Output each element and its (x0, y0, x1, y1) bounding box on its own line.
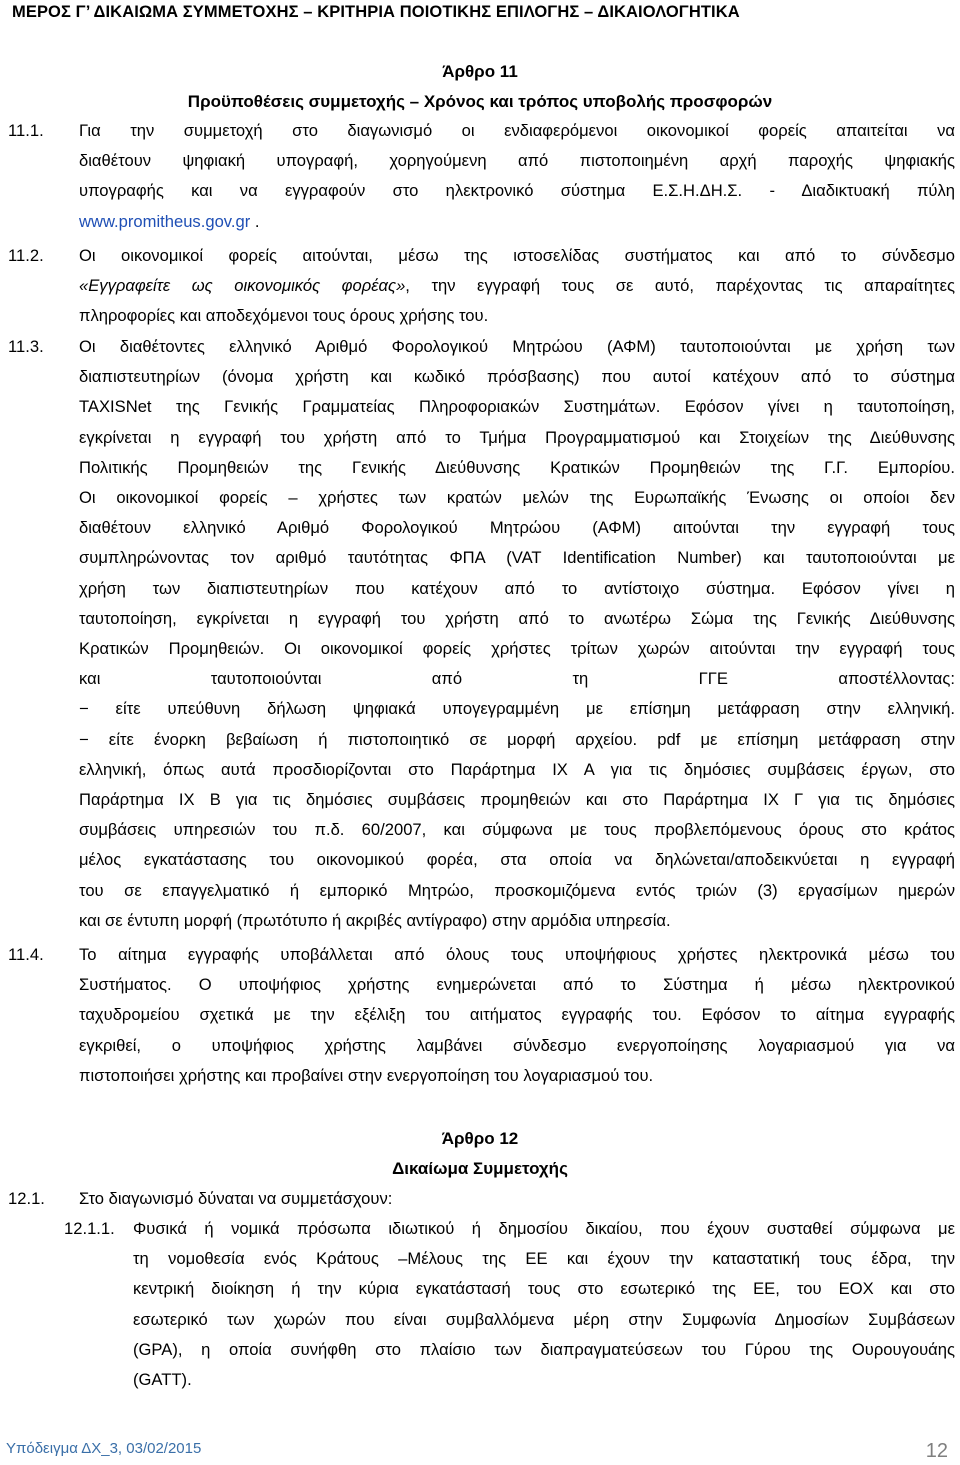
paragraph-12-1-1 (133, 1214, 955, 1395)
text-line: Φυσικά ή νομικά πρόσωπα ιδιωτικού ή δημοσίου δικαίου, που έχουν συσταθεί σύμφωνα με (133, 1219, 955, 1238)
text-line: διαθέτουν ψηφιακή υπογραφή, χορηγούμενη από πιστοποιημένη αρχή παροχής ψηφιακής (79, 151, 955, 171)
text-line: (GPA), η οποία συνήφθη στο πλαίσιο των διαπραγματεύσεων του Γύρου της Ουρουγουάης (133, 1339, 955, 1359)
article-11-heading: Άρθρο 11 (442, 62, 518, 81)
promitheus-link[interactable]: www.promitheus.gov.gr (79, 211, 251, 231)
text-line: Οι διαθέτοντες ελληνικό Αριθμό Φορολογικού Μητρώου (ΑΦΜ) ταυτοποιούνται με χρήση των (79, 337, 955, 356)
text-line: χρήση των διαπιστευτηρίων που κατέχουν από το αντίστοιχο σύστημα. Εφόσον γίνει η (79, 578, 955, 598)
text-line: υπογραφής και να εγγραφούν στο ηλεκτρονικό σύστημα Ε.Σ.Η.ΔΗ.Σ. - Διαδικτυακή πύλη (79, 181, 955, 201)
text-line: συμβάσεις υπηρεσιών του π.δ. 60/2007, και σύμφωνα με τους προβλεπόμενους όρους στο κράτος (79, 820, 955, 840)
dash-item: − είτε υπεύθυνη δήλωση ψηφιακά υπογεγραμμένη με επίσημη μετάφραση στην ελληνική. (79, 699, 955, 719)
dash-item: − είτε ένορκη βεβαίωση ή πιστοποιητικό σε μορφή αρχείου. pdf με επίσημη μετάφραση στην (79, 729, 955, 749)
text-line: κεντρική διοίκηση ή την κύρια εγκατάστασή τους στο εσωτερικό της ΕΕ, του ΕΟΧ και στο (133, 1279, 955, 1299)
paragraph-number-12-1-1: 12.1.1. (64, 1219, 115, 1238)
article-12-subheading: Δικαίωμα Συμμετοχής (392, 1159, 568, 1178)
text-line: πληροφορίες και αποδεχόμενοι τους όρους χρήσης του. (79, 306, 489, 326)
text-line: Για την συμμετοχή στο διαγωνισμό οι ενδιαφερόμενοι οικονομικοί φορείς απαιτείται να (79, 121, 955, 140)
paragraph-number-11-1: 11.1. (8, 121, 44, 140)
paragraph-11-3 (79, 332, 955, 936)
text-line: (GATT). (133, 1370, 192, 1390)
text-line: και ταυτοποιούνται από τη ΓΓΕ αποστέλλοντας: (79, 669, 955, 689)
article-12-heading: Άρθρο 12 (441, 1129, 519, 1148)
text-line: εσωτερικό των χωρών που είναι συμβαλλόμενα μέρη στην Συμφωνία Δημοσίων Συμβάσεων (133, 1309, 955, 1329)
text-line: εγκρίνεται η εγγραφή του χρήστη από το Τμήμα Προγραμματισμού και Στοιχείων της Διεύθυνσης (79, 427, 955, 447)
text-line: Παράρτημα ΙΧ Β για τις δημόσιες συμβάσεις προμηθειών και στο Παράρτημα ΙΧ Γ για τις δημόσιες (79, 790, 955, 810)
text-line: του σε επαγγελματικό ή εμπορικό Μητρώο, προσκομιζόμενα εντός τριών (3) εργασίμων ημερών (79, 880, 955, 900)
text-line: Οι οικονομικοί φορείς – χρήστες των κρατών μελών της Ευρωπαϊκής Ένωσης οι οποίοι δεν (79, 488, 955, 508)
text-line: ταυτοποίηση, εγκρίνεται η εγγραφή του χρήστη από το ανωτέρω Σώμα της Γενικής Διεύθυνσης (79, 608, 955, 628)
page-number: 12 (925, 1440, 948, 1462)
paragraph-11-2 (79, 241, 955, 332)
text-line: Κρατικών Προμηθειών. Οι οικονομικοί φορείς χρήστες τρίτων χωρών αιτούνται την εγγραφή τους (79, 639, 955, 659)
page-header-title: ΜΕΡΟΣ Γ’ ΔΙΚΑΙΩΜΑ ΣΥΜΜΕΤΟΧΗΣ – ΚΡΙΤΗΡΙΑ ΠΟΙΟΤΙΚΗΣ ΕΠΙΛΟΓΗΣ – ΔΙΚΑΙΟΛΟΓΗΤΙΚΑ (12, 3, 740, 21)
text-line: μέλος εγκατάστασης του οικονομικού φορέα, στα οποία να δηλώνεται/αποδεικνύεται η εγγραφή (79, 850, 955, 870)
text-line: Πολιτικής Προμηθειών της Γενικής Διεύθυνσης Κρατικών Προμηθειών της Γ.Γ. Εμπορίου. (79, 457, 955, 477)
article-11-subheading: Προϋποθέσεις συμμετοχής – Χρόνος και τρόπος υποβολής προσφορών (187, 92, 773, 111)
text-line: TAXISNet της Γενικής Γραμματείας Πληροφοριακών Συστημάτων. Εφόσον γίνει η ταυτοποίηση, (79, 397, 955, 417)
text-line: και σε έντυπη μορφή (πρωτότυπο ή ακριβές αντίγραφο) στην αρμόδια υπηρεσία. (79, 910, 671, 930)
text-line (79, 207, 955, 237)
paragraph-number-12-1: 12.1. (8, 1189, 45, 1208)
text-line: ταχυδρομείου σχετικά με την εξέλιξη του αιτήματος εγγραφής του. Εφόσον το αίτημα εγγραφής (79, 1005, 955, 1025)
text-line: Οι οικονομικοί φορείς αιτούνται, μέσω της ιστοσελίδας συστήματος και από το σύνδεσμο (79, 246, 955, 265)
paragraph-number-11-2: 11.2. (8, 246, 44, 265)
footer-template-label: Υπόδειγμα ΔΧ_3, 03/02/2015 (6, 1440, 202, 1457)
text-line: συμπληρώνοντας τον αριθμό ταυτότητας ΦΠΑ (VAT Identification Number) και ταυτοποιούνται με (79, 548, 955, 568)
paragraph-11-4 (79, 940, 955, 1091)
text-line: Το αίτημα εγγραφής υποβάλλεται από όλους τους υποψήφιους χρήστες ηλεκτρονικά μέσω του (79, 945, 955, 964)
text-line: ελληνική, όπως αυτά προσδιορίζονται στο Παράρτημα ΙΧ Α για τις δημόσιες συμβάσεις έργων, στο (79, 759, 955, 779)
text-fragment: , την εγγραφή τους σε αυτό, παρέχοντας τις απαραίτητες (405, 276, 956, 296)
text-line: διαπιστευτηρίων (όνομα χρήστη και κωδικό πρόσβασης) που αυτοί κατέχουν από το σύστημα (79, 367, 955, 387)
text-line: τη νομοθεσία ενός Κράτους –Μέλους της ΕΕ και έχουν την καταστατική τους έδρα, την (133, 1249, 955, 1269)
text-line (79, 271, 955, 301)
text-line: εγκριθεί, ο υποψήφιος χρήστης λαμβάνει σύνδεσμο ενεργοποίησης λογαριασμού για να (79, 1035, 955, 1055)
paragraph-number-11-4: 11.4. (8, 945, 44, 964)
paragraph-number-11-3: 11.3. (8, 337, 44, 356)
text-line: Συστήματος. Ο υποψήφιος χρήστης ενημερώνεται από το Σύστημα ή μέσω ηλεκτρονικού (79, 975, 955, 995)
paragraph-11-1 (79, 116, 955, 237)
italic-link-label: «Εγγραφείτε ως οικονομικός φορέας» (79, 276, 406, 296)
text-line: διαθέτουν ελληνικό Αριθμό Φορολογικού Μητρώου (ΑΦΜ) αιτούνται την εγγραφή τους (79, 518, 955, 538)
link-tail: . (250, 211, 260, 231)
text-line: πιστοποιήσει χρήστης και προβαίνει στην ενεργοποίηση του λογαριασμού του. (79, 1065, 654, 1085)
paragraph-12-1: Στο διαγωνισμό δύναται να συμμετάσχουν: (79, 1189, 393, 1208)
